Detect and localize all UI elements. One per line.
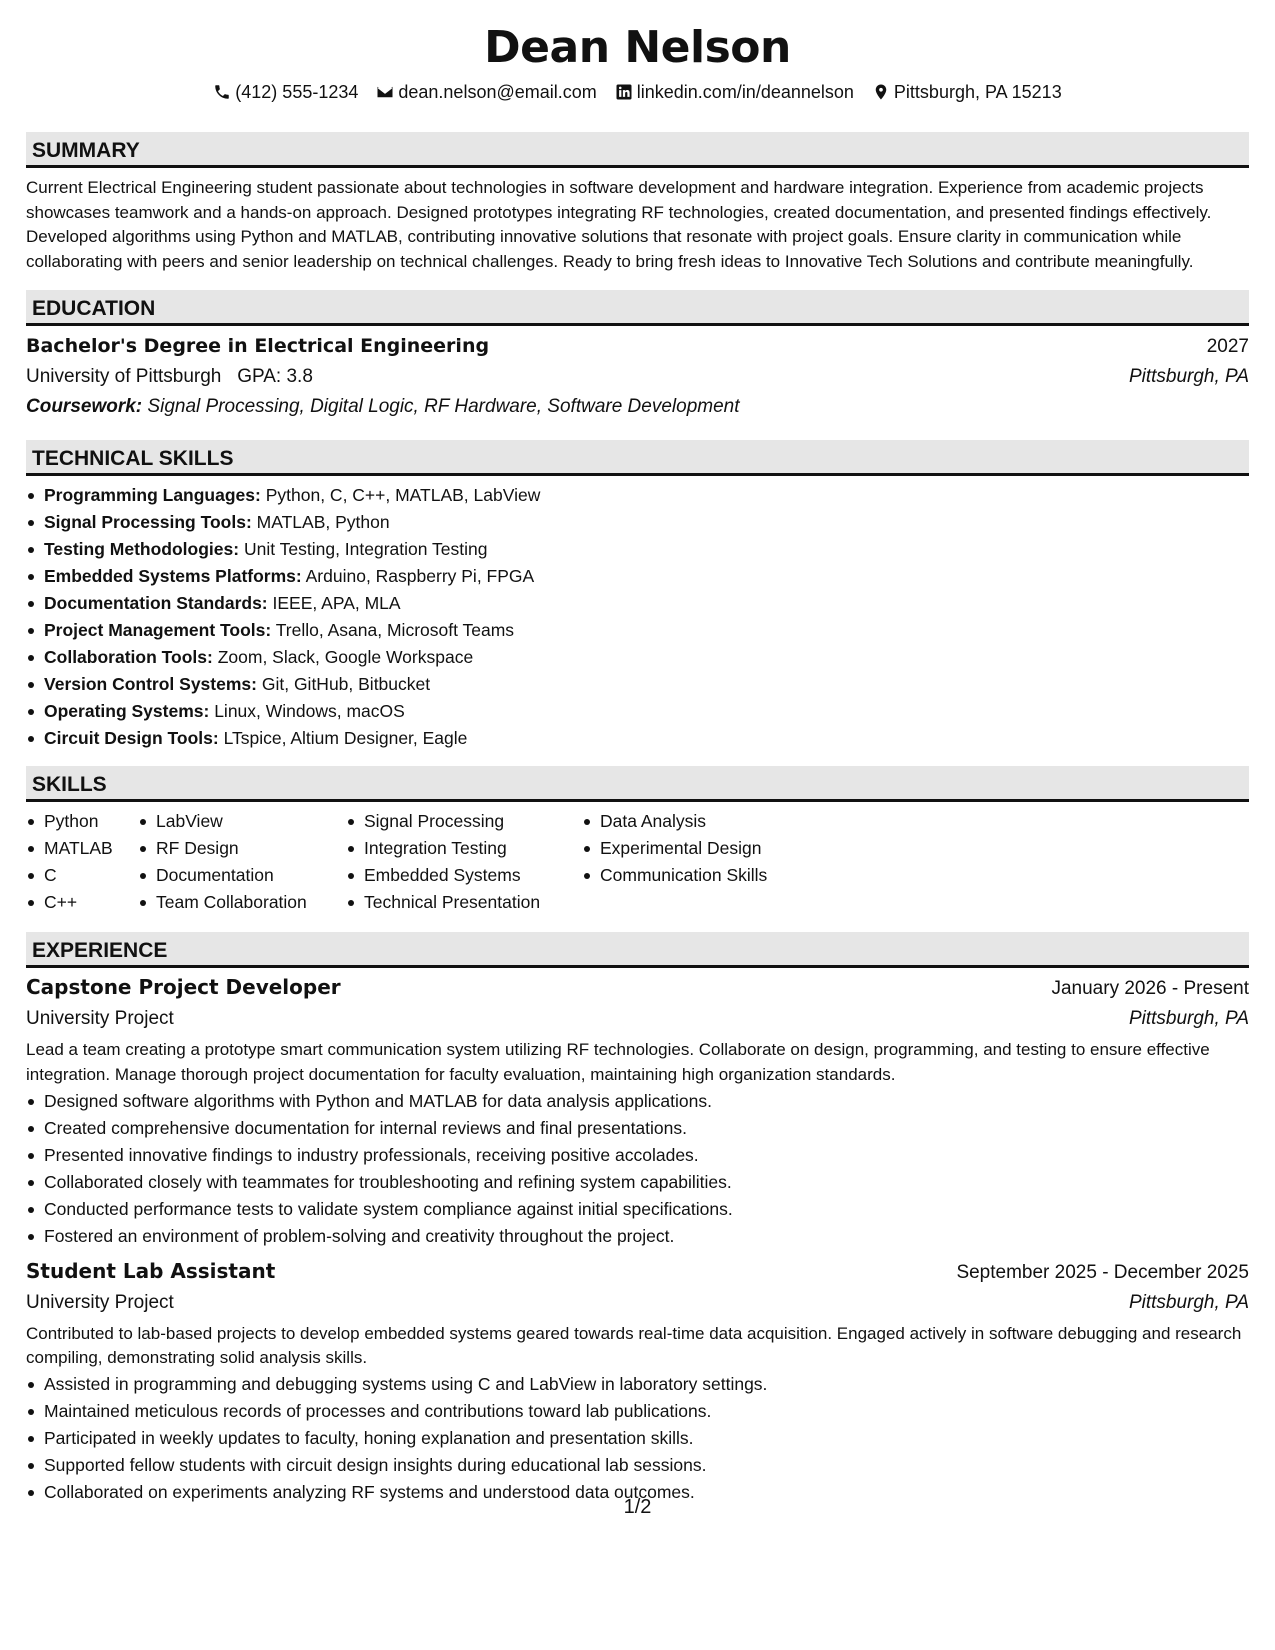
- list-item: [26, 617, 1249, 644]
- list-item: Data Analysis: [582, 808, 767, 835]
- job-org: University Project: [26, 1008, 174, 1030]
- page-number: 1/2: [623, 1496, 652, 1518]
- job-dates: January 2026 - Present: [1051, 978, 1249, 1000]
- skill-category: Documentation Standards:: [44, 593, 268, 614]
- job-title: Capstone Project Developer: [26, 975, 341, 1000]
- skill-values: Arduino, Raspberry Pi, FPGA: [305, 566, 535, 587]
- skill-values: MATLAB, Python: [256, 512, 390, 533]
- skills-column-3: [346, 808, 582, 916]
- list-item: Presented innovative findings to industry professionals, receiving positive accolades.: [26, 1142, 1249, 1169]
- linkedin-icon: [615, 83, 633, 101]
- list-item: Designed software algorithms with Python and MATLAB for data analysis applications.: [26, 1088, 1249, 1115]
- job-bullets: [26, 1371, 1249, 1506]
- list-item: Collaborated on experiments analyzing RF systems and understood data outcomes.: [26, 1479, 1249, 1506]
- list-item: MATLAB: [26, 835, 138, 862]
- list-item: Participated in weekly updates to faculty, honing explanation and presentation skills.: [26, 1425, 1249, 1452]
- skill-values: IEEE, APA, MLA: [272, 593, 401, 614]
- list-item: Integration Testing: [346, 835, 582, 862]
- skill-values: Python, C, C++, MATLAB, LabView: [265, 485, 541, 506]
- phone-icon: [213, 83, 231, 101]
- skill-category: Programming Languages:: [44, 485, 261, 506]
- job-entry: [26, 1258, 1249, 1506]
- contact-location: [872, 80, 1062, 104]
- school-location: Pittsburgh, PA: [1128, 366, 1249, 388]
- degree-title: Bachelor's Degree in Electrical Engineering: [26, 335, 490, 358]
- skill-category: Operating Systems:: [44, 701, 210, 722]
- job-entry: [26, 974, 1249, 1249]
- section-heading-skills: SKILLS: [26, 766, 1249, 802]
- list-item: [26, 671, 1249, 698]
- job-location: Pittsburgh, PA: [1128, 1291, 1249, 1313]
- list-item: Technical Presentation: [346, 889, 582, 916]
- section-heading-experience: EXPERIENCE: [26, 932, 1249, 968]
- list-item: Conducted performance tests to validate system compliance against initial specifications.: [26, 1196, 1249, 1223]
- graduation-year: 2027: [1206, 336, 1249, 358]
- list-item: LabView: [138, 808, 346, 835]
- skill-category: Embedded Systems Platforms:: [44, 566, 302, 587]
- phone-text: (412) 555-1234: [235, 82, 359, 102]
- skill-values: Linux, Windows, macOS: [214, 701, 405, 722]
- section-heading-summary: SUMMARY: [26, 132, 1249, 168]
- skill-values: Trello, Asana, Microsoft Teams: [275, 620, 515, 641]
- technical-skills-list: [26, 482, 1249, 752]
- skill-values: LTspice, Altium Designer, Eagle: [223, 728, 468, 749]
- list-item: Documentation: [138, 862, 346, 889]
- section-heading-education: EDUCATION: [26, 290, 1249, 326]
- job-dates: September 2025 - December 2025: [956, 1261, 1249, 1283]
- contact-email[interactable]: [376, 80, 596, 104]
- location-text: Pittsburgh, PA 15213: [893, 82, 1062, 102]
- job-location: Pittsburgh, PA: [1128, 1008, 1249, 1030]
- gpa: GPA: 3.8: [237, 366, 313, 388]
- list-item: Fostered an environment of problem-solving and creativity throughout the project.: [26, 1223, 1249, 1250]
- list-item: Experimental Design: [582, 835, 767, 862]
- skill-category: Signal Processing Tools:: [44, 512, 252, 533]
- job-summary: Lead a team creating a prototype smart communication system utilizing RF technologies. Collaborate on design, programming, and testing to ensure effective integration. Manage thorough project documentation for faculty evaluation, maintaining high organization standards.: [26, 1040, 1210, 1084]
- list-item: C++: [26, 889, 138, 916]
- list-item: Created comprehensive documentation for internal reviews and final presentations.: [26, 1115, 1249, 1142]
- skill-category: Circuit Design Tools:: [44, 728, 219, 749]
- list-item: Signal Processing: [346, 808, 582, 835]
- coursework: [26, 392, 1249, 422]
- list-item: [26, 725, 1249, 752]
- school-name: University of Pittsburgh: [26, 366, 222, 388]
- list-item: C: [26, 862, 138, 889]
- list-item: [26, 698, 1249, 725]
- map-pin-icon: [872, 83, 890, 101]
- skill-category: Collaboration Tools:: [44, 647, 213, 668]
- skill-values: Git, GitHub, Bitbucket: [261, 674, 431, 695]
- envelope-icon: [376, 83, 394, 101]
- email-text[interactable]: dean.nelson@email.com: [398, 82, 597, 102]
- school-info: [26, 362, 313, 392]
- list-item: [26, 536, 1249, 563]
- coursework-label: Coursework:: [26, 396, 143, 418]
- list-item: Team Collaboration: [138, 889, 346, 916]
- skill-category: Testing Methodologies:: [44, 539, 240, 560]
- list-item: [26, 644, 1249, 671]
- list-item: Maintained meticulous records of processes and contributions toward lab publications.: [26, 1398, 1249, 1425]
- job-title: Student Lab Assistant: [26, 1258, 276, 1283]
- list-item: Embedded Systems: [346, 862, 582, 889]
- list-item: Python: [26, 808, 138, 835]
- skill-values: Zoom, Slack, Google Workspace: [217, 647, 474, 668]
- skill-values: Unit Testing, Integration Testing: [243, 539, 488, 560]
- list-item: Collaborated closely with teammates for troubleshooting and refining system capabilities.: [26, 1169, 1249, 1196]
- list-item: Supported fellow students with circuit design insights during educational lab sessions.: [26, 1452, 1249, 1479]
- contact-linkedin[interactable]: [615, 80, 854, 104]
- section-heading-technical-skills: TECHNICAL SKILLS: [26, 440, 1249, 476]
- list-item: Communication Skills: [582, 862, 767, 889]
- list-item: [26, 509, 1249, 536]
- list-item: RF Design: [138, 835, 346, 862]
- education-entry: [26, 332, 1249, 422]
- contact-bar: [26, 80, 1249, 104]
- list-item: Assisted in programming and debugging systems using C and LabView in laboratory settings.: [26, 1371, 1249, 1398]
- candidate-name: Dean Nelson: [484, 22, 791, 73]
- skill-category: Version Control Systems:: [44, 674, 257, 695]
- linkedin-text[interactable]: linkedin.com/in/deannelson: [636, 82, 854, 102]
- skills-column-4: [582, 808, 767, 916]
- list-item: [26, 563, 1249, 590]
- skills-grid: [26, 808, 1249, 916]
- job-org: University Project: [26, 1291, 174, 1313]
- skills-column-2: [138, 808, 346, 916]
- skill-category: Project Management Tools:: [44, 620, 272, 641]
- job-bullets: [26, 1088, 1249, 1250]
- job-summary: Contributed to lab-based projects to develop embedded systems geared towards real-time data acquisition. Engaged actively in software debugging and research compiling, demonstrating solid analysis skills.: [26, 1323, 1242, 1368]
- list-item: [26, 590, 1249, 617]
- summary-text: Current Electrical Engineering student passionate about technologies in software development and hardware integration. Experience from academic projects showcases teamwork and a hands-on approach. Designed prototypes integrating RF technologies, created documentation, and presented findings effectively. Developed algorithms using Python and MATLAB, contributing innovative solutions that resonate with project goals. Ensure clarity in communication while collaborating with peers and senior leadership on technical challenges. Ready to bring fresh ideas to Innovative Tech Solutions and contribute meaningfully.: [26, 178, 1212, 271]
- skills-column-1: [26, 808, 138, 916]
- list-item: [26, 482, 1249, 509]
- coursework-list: Signal Processing, Digital Logic, RF Hardware, Software Development: [147, 396, 740, 418]
- contact-phone: [213, 80, 358, 104]
